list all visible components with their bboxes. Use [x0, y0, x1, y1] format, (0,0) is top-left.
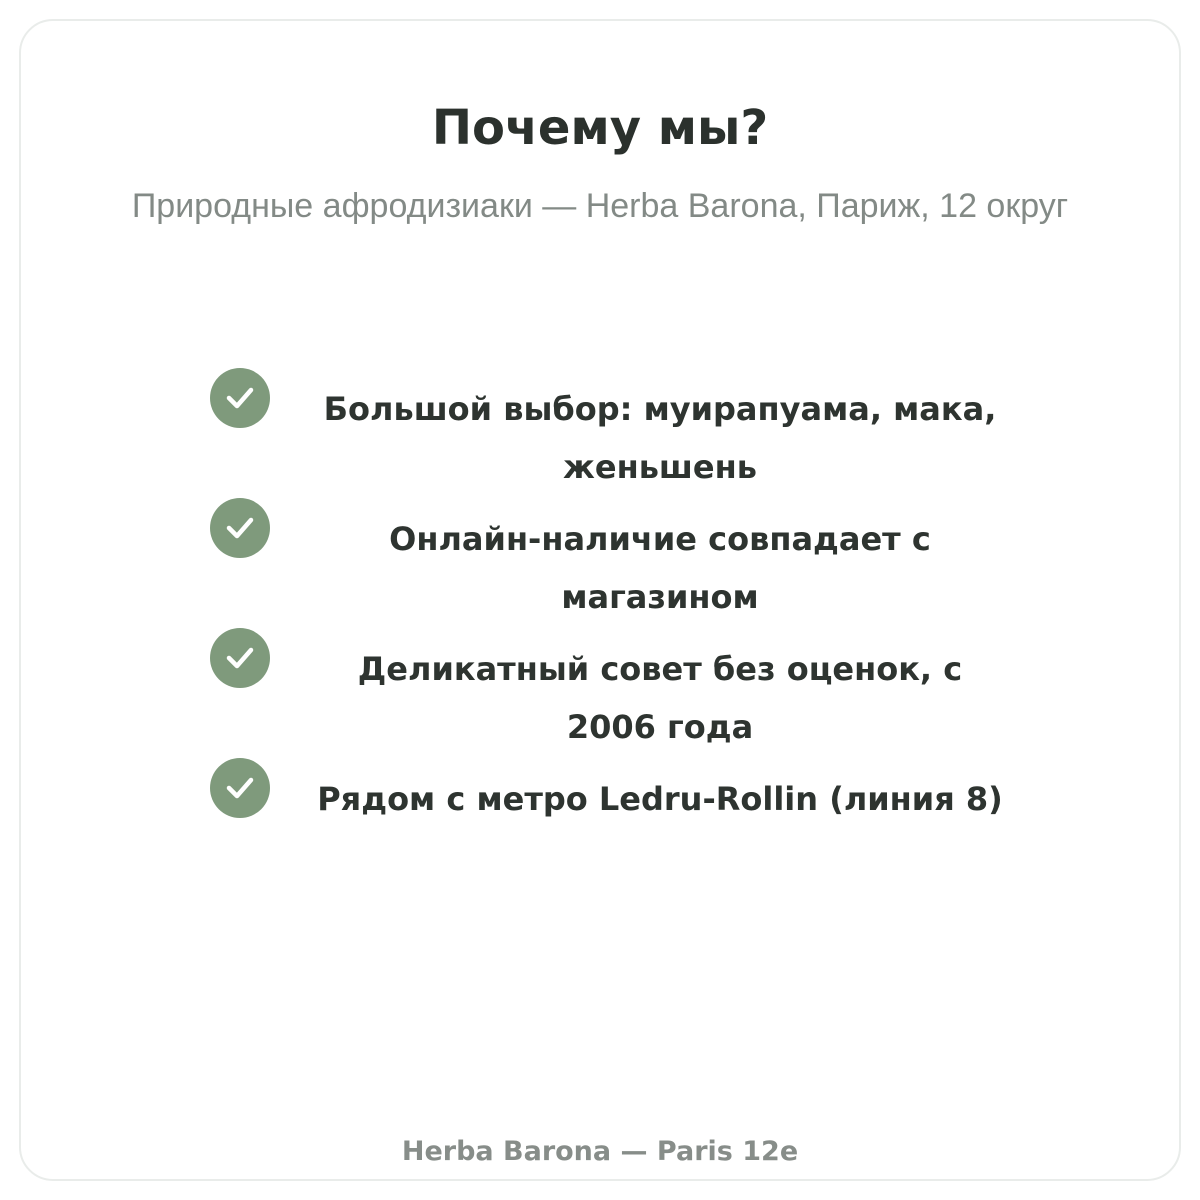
- feature-list: [200, 368, 1020, 888]
- page-title: Почему мы?: [431, 100, 769, 156]
- feature-item: [200, 628, 1020, 758]
- footer-caption: Herba Barona — Paris 12e: [401, 1136, 799, 1167]
- check-circle-icon: [210, 758, 270, 818]
- check-circle-icon: [210, 628, 270, 688]
- feature-text: Онлайн-наличие совпадает с магазином: [389, 520, 931, 616]
- check-circle-icon: [210, 368, 270, 428]
- check-circle-icon: [210, 498, 270, 558]
- feature-text: Деликатный совет без оценок, с 2006 года: [357, 650, 963, 746]
- feature-text: Большой выбор: муирапуама, мака, женьшень: [323, 390, 997, 486]
- feature-item: [200, 498, 1020, 628]
- feature-item: [200, 758, 1020, 888]
- feature-text: Рядом с метро Ledru-Rollin (линия 8): [317, 780, 1003, 818]
- feature-item: [200, 368, 1020, 498]
- page-subtitle: Природные афродизиаки — Herba Barona, Париж, 12 округ: [131, 187, 1069, 225]
